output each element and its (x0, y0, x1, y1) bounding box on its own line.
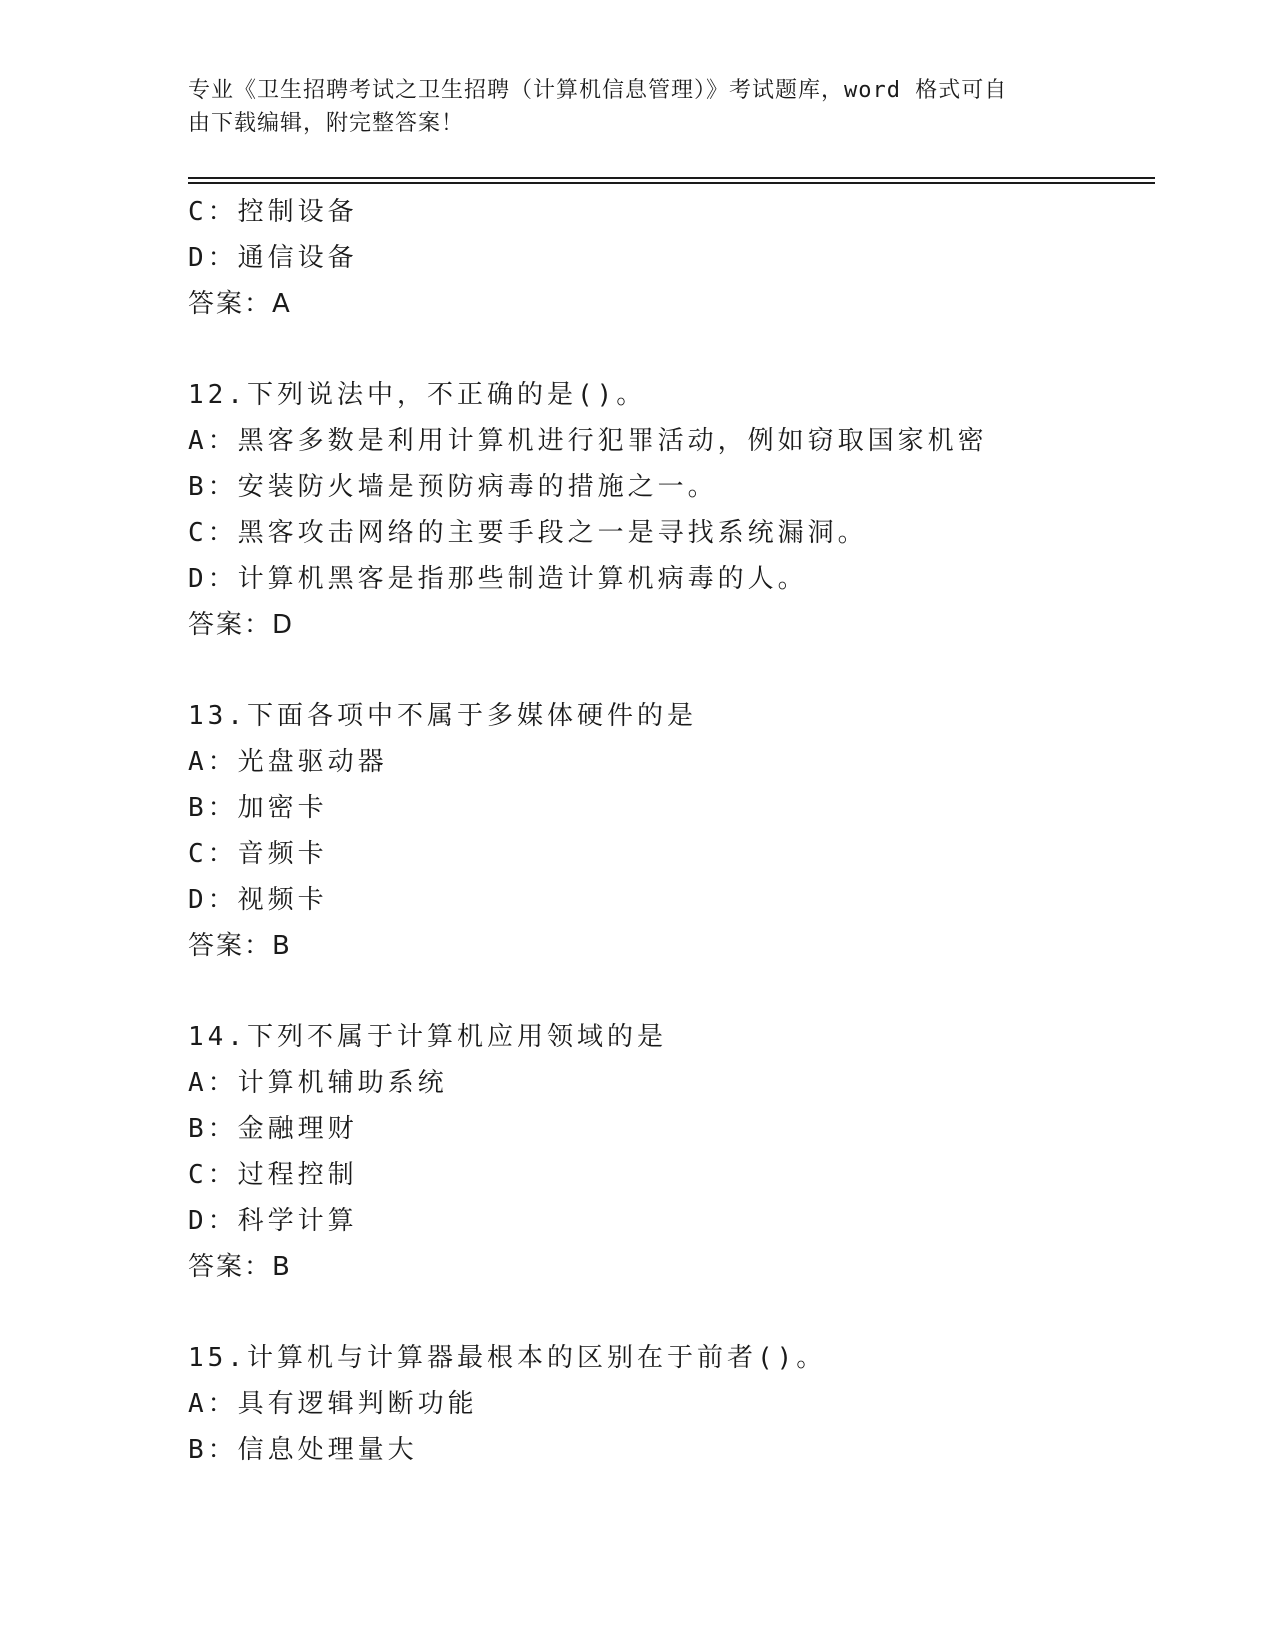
option-d (188, 235, 1148, 281)
option-letter: B： (188, 1114, 238, 1144)
option-letter: A： (188, 1068, 238, 1098)
spacer (188, 648, 1148, 693)
question-stem: 13.下面各项中不属于多媒体硬件的是 (188, 701, 697, 731)
spacer (188, 969, 1148, 1014)
option-text: 金融理财 (237, 1114, 358, 1144)
option-text: 安装防火墙是预防病毒的措施之一。 (237, 472, 718, 502)
option-letter: A： (188, 426, 238, 456)
option-text: 光盘驱动器 (237, 747, 388, 777)
option-d (188, 1198, 1148, 1244)
option-b (188, 1106, 1148, 1152)
document-header (188, 74, 1068, 140)
answer-line: 答案：D (188, 610, 295, 640)
option-b (188, 464, 1148, 510)
header-divider-top (188, 177, 1155, 179)
option-letter: D： (188, 885, 238, 915)
option-text: 具有逻辑判断功能 (237, 1389, 478, 1419)
spacer (188, 1290, 1148, 1335)
option-letter: B： (188, 793, 238, 823)
header-line-2: 由下载编辑，附完整答案！ (188, 111, 465, 136)
option-text: 黑客攻击网络的主要手段之一是寻找系统漏洞。 (237, 518, 868, 548)
option-letter: D： (188, 1206, 238, 1236)
answer-line: 答案：B (188, 1252, 292, 1282)
option-c (188, 510, 1148, 556)
option-text: 加密卡 (237, 793, 328, 823)
option-letter: C： (188, 1160, 238, 1190)
option-letter: D： (188, 243, 238, 273)
question-list (188, 189, 1148, 1473)
option-d (188, 556, 1148, 602)
spacer (188, 327, 1148, 372)
option-d (188, 877, 1148, 923)
option-text: 控制设备 (237, 197, 358, 227)
option-c (188, 831, 1148, 877)
option-letter: C： (188, 518, 238, 548)
option-text: 通信设备 (237, 243, 358, 273)
question-stem: 15.计算机与计算器最根本的区别在于前者()。 (188, 1343, 827, 1373)
header-line-1: 专业《卫生招聘考试之卫生招聘（计算机信息管理）》考试题库，word 格式可自 (188, 78, 1008, 103)
option-text: 音频卡 (237, 839, 328, 869)
option-a (188, 1060, 1148, 1106)
answer-line: 答案：B (188, 931, 292, 961)
question-stem: 12.下列说法中，不正确的是()。 (188, 380, 647, 410)
option-text: 科学计算 (237, 1206, 358, 1236)
option-a (188, 1381, 1148, 1427)
option-letter: A： (188, 1389, 238, 1419)
option-letter: D： (188, 564, 238, 594)
header-divider-bottom (188, 182, 1155, 184)
option-a (188, 418, 1148, 464)
option-text: 视频卡 (237, 885, 328, 915)
option-b (188, 785, 1148, 831)
option-text: 黑客多数是利用计算机进行犯罪活动，例如窃取国家机密 (237, 426, 988, 456)
option-text: 计算机辅助系统 (237, 1068, 448, 1098)
question-stem: 14.下列不属于计算机应用领域的是 (188, 1022, 667, 1052)
option-text: 过程控制 (237, 1160, 358, 1190)
option-text: 信息处理量大 (237, 1435, 418, 1465)
option-c (188, 189, 1148, 235)
option-letter: C： (188, 839, 238, 869)
option-b (188, 1427, 1148, 1473)
option-text: 计算机黑客是指那些制造计算机病毒的人。 (237, 564, 808, 594)
option-c (188, 1152, 1148, 1198)
answer-line: 答案：A (188, 289, 292, 319)
option-letter: A： (188, 747, 238, 777)
option-letter: C： (188, 197, 238, 227)
option-letter: B： (188, 1435, 238, 1465)
option-letter: B： (188, 472, 238, 502)
option-a (188, 739, 1148, 785)
